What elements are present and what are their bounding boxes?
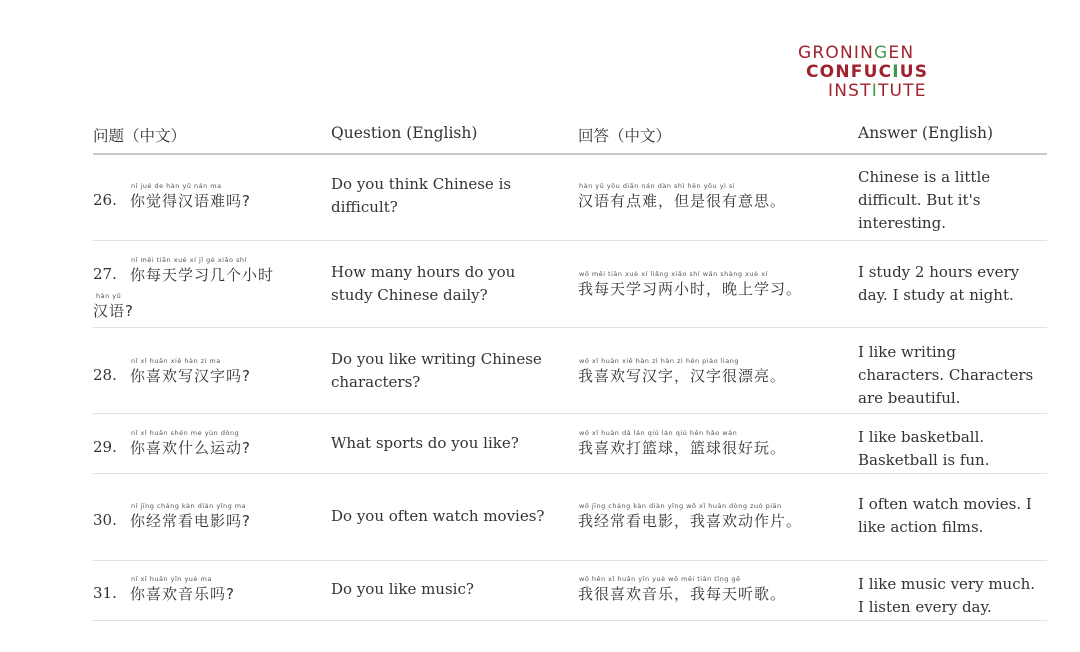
row-number: 28. bbox=[93, 366, 117, 384]
question-chinese-line2: 汉语? bbox=[93, 302, 134, 320]
question-pinyin: nǐ xǐ huān shén me yùn dòng bbox=[131, 429, 240, 437]
row-number: 27. bbox=[93, 265, 117, 283]
answer-pinyin: wǒ měi tiān xué xí liǎng xiǎo shí wǎn shàng xué xí bbox=[579, 270, 768, 278]
question-english: How many hours do you study Chinese daily? bbox=[331, 263, 516, 304]
question-english: Do you think Chinese is difficult? bbox=[331, 175, 512, 216]
answer-chinese: 汉语有点难，但是很有意思。 bbox=[578, 192, 787, 210]
question-chinese: 你经常看电影吗? bbox=[130, 512, 251, 530]
header-answer-en: Answer (English) bbox=[858, 124, 994, 142]
confucius-institute-logo bbox=[798, 44, 928, 101]
answer-english: I like writing characters. Characters are beautiful. bbox=[858, 343, 1034, 407]
answer-english: I like music very much. I listen every day. bbox=[858, 575, 1036, 616]
row-divider bbox=[93, 413, 1047, 414]
question-english: Do you like music? bbox=[331, 580, 474, 598]
answer-english: Chinese is a little difficult. But it's interesting. bbox=[858, 168, 991, 232]
row-divider bbox=[93, 473, 1047, 474]
answer-pinyin: wǒ xǐ huān dǎ lán qiú lán qiú hěn hǎo wán bbox=[579, 429, 738, 437]
answer-pinyin: hàn yǔ yǒu diǎn nán dàn shì hěn yǒu yì si bbox=[579, 182, 736, 190]
question-english: Do you often watch movies? bbox=[331, 507, 545, 525]
logo-line-confucius: CONFUCIUS bbox=[806, 62, 929, 82]
question-chinese: 你觉得汉语难吗? bbox=[130, 192, 251, 210]
answer-english: I like basketball. Basketball is fun. bbox=[858, 428, 990, 469]
row-divider bbox=[93, 620, 1047, 621]
question-pinyin: nǐ jīng cháng kàn diàn yǐng ma bbox=[131, 502, 247, 510]
row-divider bbox=[93, 327, 1047, 328]
answer-chinese: 我很喜欢音乐，我每天听歌。 bbox=[578, 585, 787, 603]
question-chinese: 你喜欢写汉字吗? bbox=[130, 367, 251, 385]
row-number: 29. bbox=[93, 438, 117, 456]
answer-chinese: 我喜欢写汉字，汉字很漂亮。 bbox=[578, 367, 787, 385]
answer-pinyin: wǒ xǐ huān xiě hàn zì hàn zì hěn piào liang bbox=[579, 357, 739, 365]
logo-line-groningen: GRONINGEN bbox=[798, 43, 915, 63]
header-question-zh: 问题（中文） bbox=[93, 127, 187, 145]
answer-chinese: 我喜欢打篮球，篮球很好玩。 bbox=[578, 439, 787, 457]
answer-chinese: 我经常看电影，我喜欢动作片。 bbox=[578, 512, 803, 530]
header-divider bbox=[93, 153, 1047, 155]
question-chinese: 你喜欢什么运动? bbox=[130, 439, 251, 457]
row-divider bbox=[93, 240, 1047, 241]
header-question-en: Question (English) bbox=[331, 124, 478, 142]
question-pinyin: nǐ xǐ huān xiě hàn zì ma bbox=[131, 357, 221, 365]
question-chinese: 你喜欢音乐吗? bbox=[130, 585, 235, 603]
row-number: 26. bbox=[93, 191, 117, 209]
row-number: 31. bbox=[93, 584, 117, 602]
answer-english: I often watch movies. I like action films. bbox=[858, 495, 1032, 536]
question-pinyin: nǐ měi tiān xué xí jǐ gè xiǎo shí bbox=[131, 256, 247, 264]
header-answer-zh: 回答（中文） bbox=[578, 127, 672, 145]
question-english: Do you like writing Chinese characters? bbox=[331, 350, 542, 391]
logo-line-institute: INSTITUTE bbox=[828, 81, 927, 101]
question-english: What sports do you like? bbox=[331, 434, 519, 452]
answer-pinyin: wǒ hěn xǐ huān yīn yuè wǒ měi tiān tīng gē bbox=[579, 575, 741, 583]
question-chinese: 你每天学习几个小时 bbox=[130, 266, 275, 284]
answer-chinese: 我每天学习两小时，晚上学习。 bbox=[578, 280, 803, 298]
row-divider bbox=[93, 560, 1047, 561]
answer-pinyin: wǒ jīng cháng kàn diàn yǐng wǒ xǐ huān dòng zuò piān bbox=[579, 502, 782, 510]
answer-english: I study 2 hours every day. I study at night. bbox=[858, 263, 1020, 304]
question-pinyin: nǐ jué de hàn yǔ nán ma bbox=[131, 182, 222, 190]
row-number: 30. bbox=[93, 511, 117, 529]
question-pinyin: nǐ xǐ huān yīn yuè ma bbox=[131, 575, 212, 583]
question-pinyin-line2: hàn yǔ bbox=[96, 292, 122, 300]
